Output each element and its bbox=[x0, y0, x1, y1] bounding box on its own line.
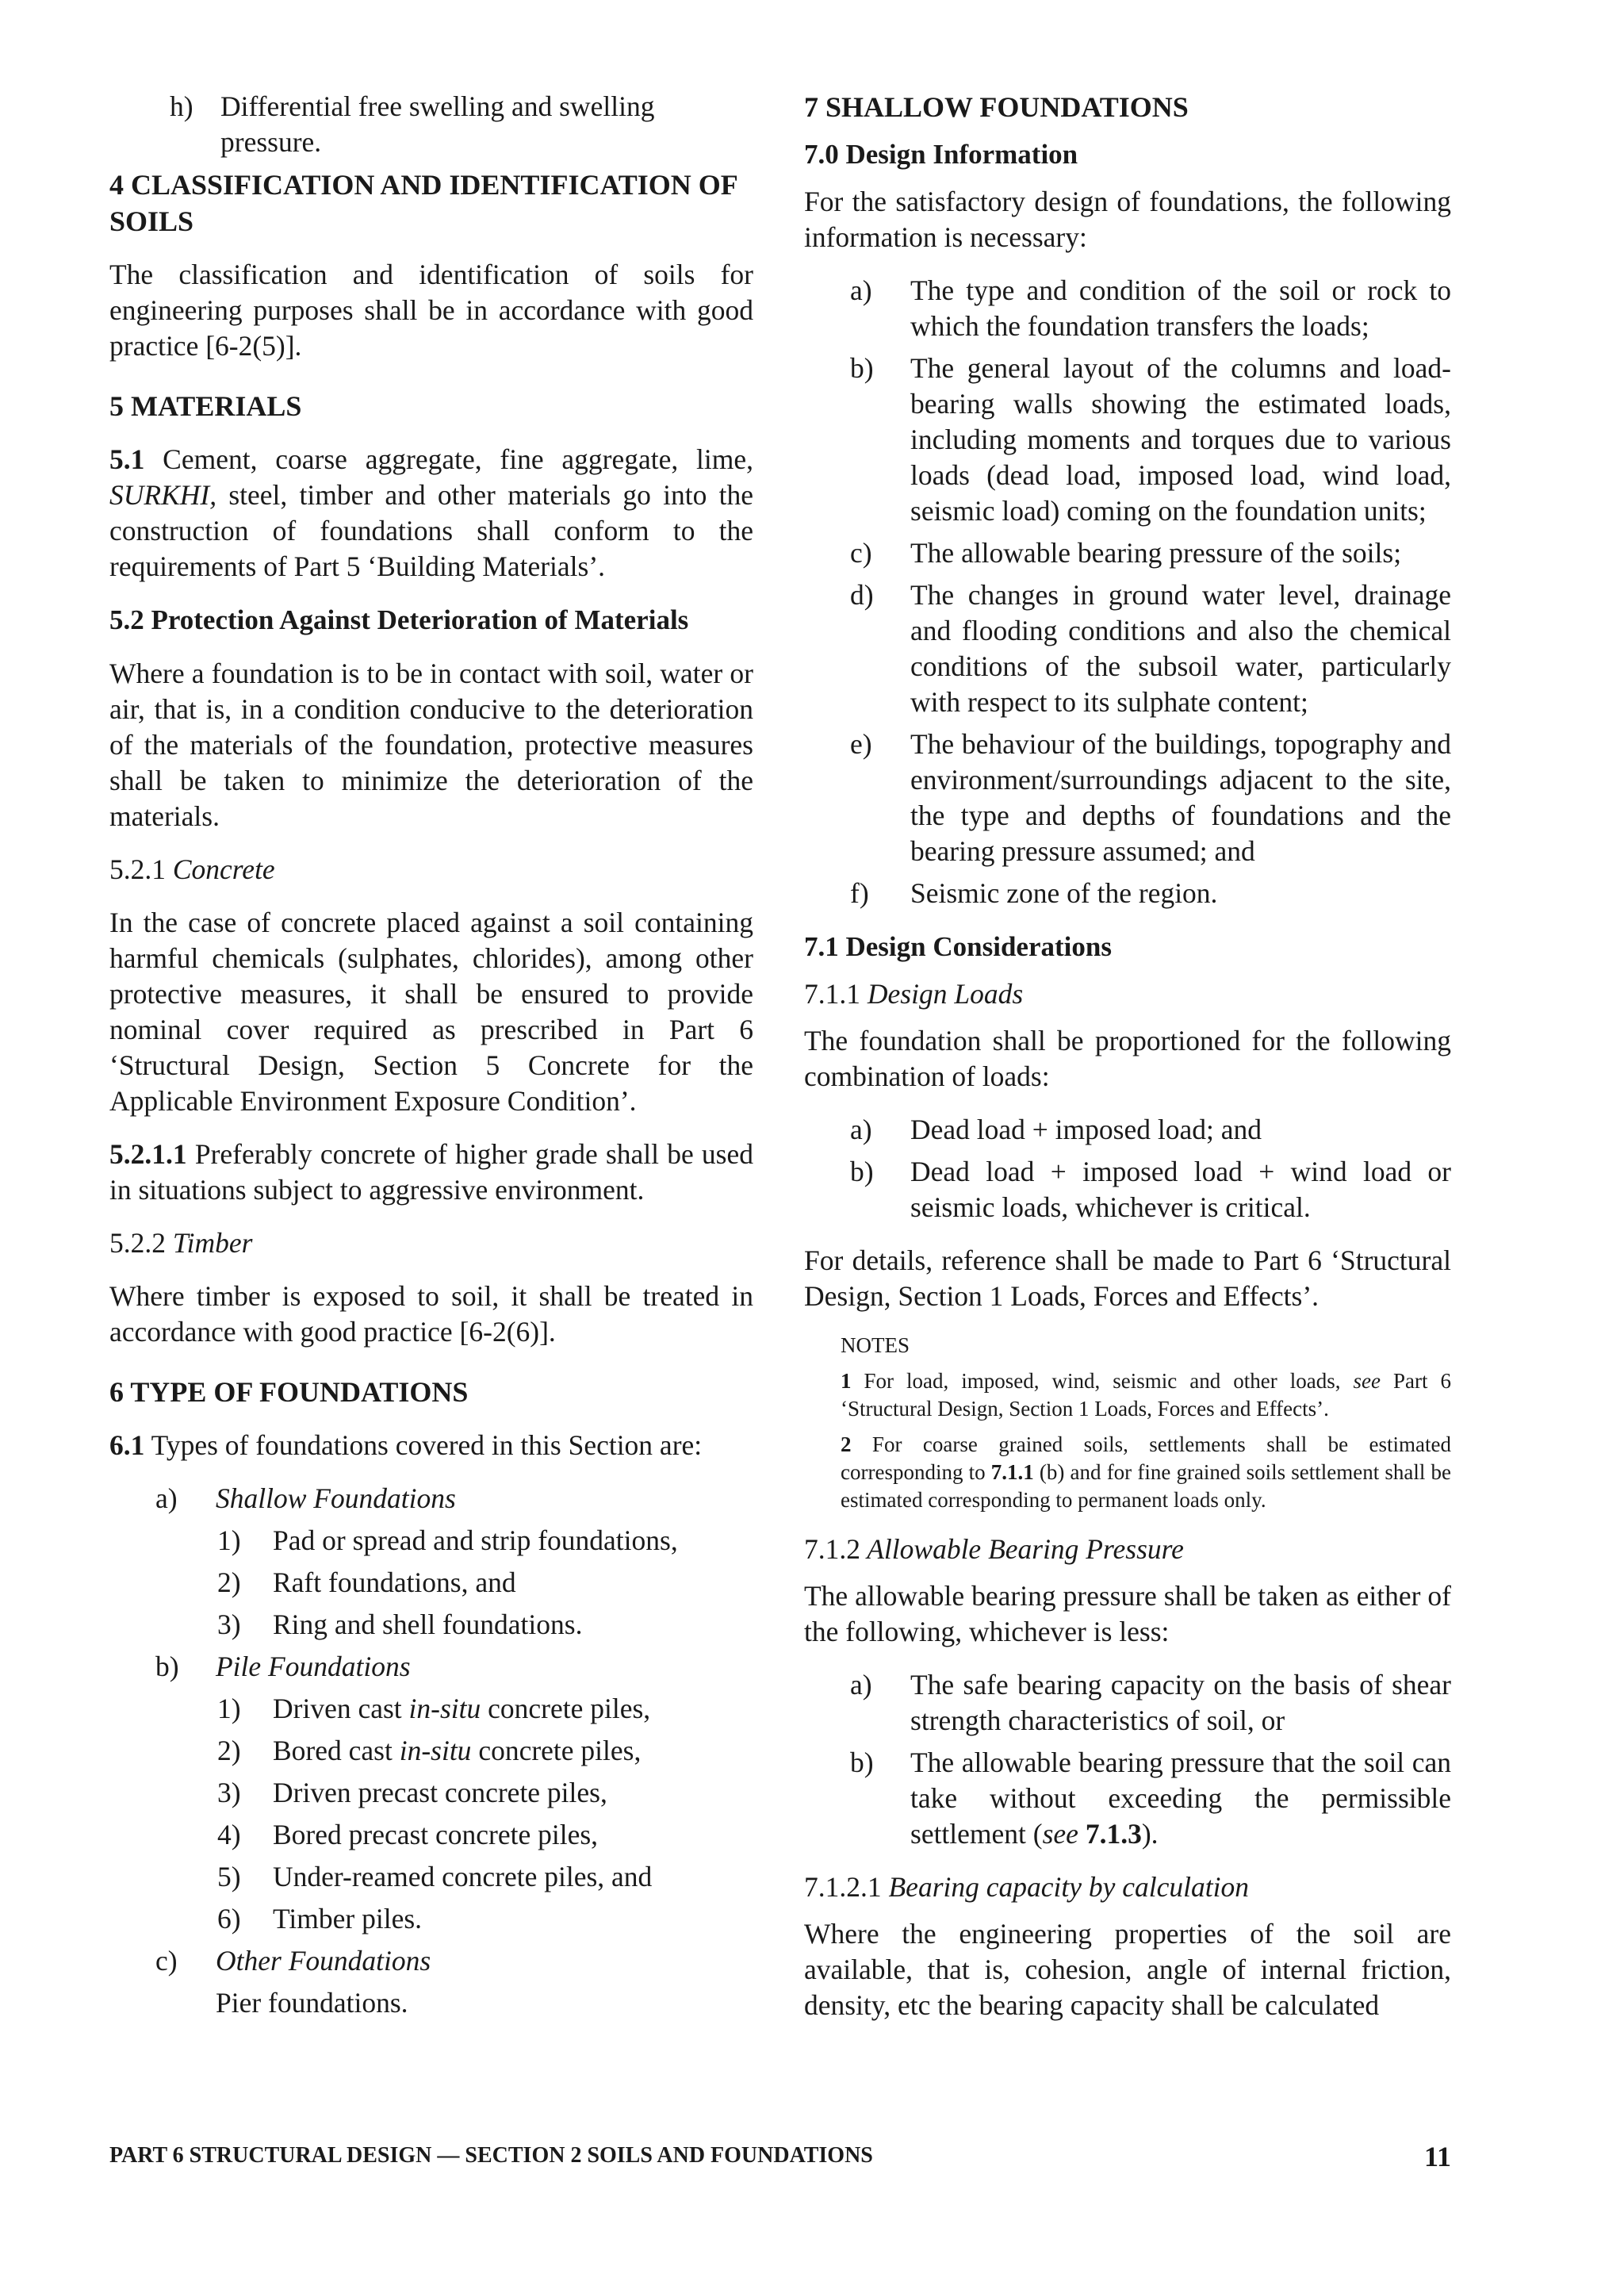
text-run: Types of foundations covered in this Section are: bbox=[144, 1429, 703, 1461]
clause-number: 7.1.2 bbox=[804, 1533, 860, 1565]
clause-5-2-2-heading bbox=[109, 1225, 753, 1261]
text-run-italic: see bbox=[1042, 1818, 1078, 1850]
running-title: PART 6 STRUCTURAL DESIGN — SECTION 2 SOILS AND FOUNDATIONS bbox=[109, 2143, 873, 2168]
list-marker: a) bbox=[850, 1669, 872, 1701]
list-marker: a) bbox=[155, 1482, 178, 1514]
list-marker: 2) bbox=[217, 1735, 241, 1766]
clause-title: Design Considerations bbox=[838, 931, 1112, 962]
bearing-pressure-list bbox=[804, 1667, 1451, 1852]
note-2 bbox=[841, 1431, 1451, 1514]
list-marker: a) bbox=[850, 274, 872, 306]
list-item-text: The allowable bearing pressure of the soils; bbox=[910, 537, 1402, 569]
note-number: 2 bbox=[841, 1432, 852, 1456]
right-column bbox=[804, 89, 1451, 2023]
list-item bbox=[804, 1745, 1451, 1852]
note-1 bbox=[841, 1367, 1451, 1423]
clause-number: 7.1.2.1 bbox=[804, 1871, 882, 1903]
clause-number: 7.1 bbox=[804, 931, 839, 962]
list-marker: d) bbox=[850, 579, 874, 611]
sub-item bbox=[109, 1733, 753, 1769]
clause-5-2-1-1-paragraph bbox=[109, 1137, 753, 1208]
sub-item bbox=[109, 1523, 753, 1559]
sub-item bbox=[109, 1859, 753, 1895]
clause-5-2-2-paragraph: Where timber is exposed to soil, it shall be treated in accordance with good practice [6-2(6)]. bbox=[109, 1280, 753, 1348]
list-marker: 5) bbox=[217, 1861, 241, 1892]
text-run: ). bbox=[1141, 1818, 1159, 1850]
list-item-text: Under-reamed concrete piles, and bbox=[273, 1861, 653, 1892]
clause-number: 5.2.1 bbox=[109, 853, 166, 885]
list-item-a bbox=[109, 1481, 753, 1517]
list-marker: 1) bbox=[217, 1693, 241, 1724]
list-item-text: Dead load + imposed load + wind load or seismic loads, whichever is critical. bbox=[910, 1156, 1451, 1223]
clause-number: 7.1.1 bbox=[804, 978, 860, 1010]
list-marker: 6) bbox=[217, 1903, 241, 1934]
list-marker: a) bbox=[850, 1114, 872, 1145]
list-item bbox=[804, 1154, 1451, 1225]
list-marker: 2) bbox=[217, 1566, 241, 1598]
list-item bbox=[804, 1112, 1451, 1148]
list-item-text: Differential free swelling and swelling pressure. bbox=[220, 90, 655, 158]
sub-item bbox=[109, 1565, 753, 1601]
text-run: concrete piles, bbox=[471, 1735, 642, 1766]
list-item-text: Bored precast concrete piles, bbox=[273, 1819, 599, 1850]
list-marker: 1) bbox=[217, 1524, 241, 1556]
details-paragraph: For details, reference shall be made to Part 6 ‘Structural Design, Section 1 Loads, Forces and Effects’. bbox=[804, 1244, 1451, 1312]
list-item-c-text bbox=[109, 1985, 753, 2021]
clause-7-0-paragraph: For the satisfactory design of foundations, the following information is necessary: bbox=[804, 186, 1451, 253]
list-item-c bbox=[109, 1943, 753, 1979]
clause-title: Timber bbox=[166, 1227, 253, 1259]
clause-reference: 7.1.3 bbox=[1078, 1818, 1142, 1850]
text-run: For load, imposed, wind, seismic and other loads, bbox=[851, 1369, 1354, 1393]
notes-title: NOTES bbox=[841, 1333, 910, 1357]
text-run: concrete piles, bbox=[481, 1693, 651, 1724]
text-run: Bored cast bbox=[273, 1735, 400, 1766]
clause-title: Protection Against Deterioration of Materials bbox=[144, 604, 689, 635]
section-6-heading: 6 TYPE OF FOUNDATIONS bbox=[109, 1376, 469, 1408]
list-item bbox=[804, 351, 1451, 529]
list-marker: c) bbox=[155, 1945, 178, 1977]
clause-number: 5.2 bbox=[109, 604, 144, 635]
sub-item bbox=[109, 1901, 753, 1937]
list-item-h bbox=[109, 89, 753, 160]
text-run: For coarse grained soils, settlements shall be estimated corresponding to bbox=[841, 1432, 1451, 1484]
list-item-title: Shallow Foundations bbox=[216, 1482, 456, 1514]
list-marker: 3) bbox=[217, 1777, 241, 1808]
list-item-text: Ring and shell foundations. bbox=[273, 1609, 583, 1640]
sub-item bbox=[109, 1775, 753, 1811]
list-item-text: The behaviour of the buildings, topography and environment/surroundings adjacent to the site, the type and depths of foundations and the bearing pressure assumed; and bbox=[910, 728, 1451, 867]
list-item-text: The type and condition of the soil or rock to which the foundation transfers the loads; bbox=[910, 274, 1451, 342]
section-4-paragraph: The classification and identification of soils for engineering purposes shall be in accordance with good practice [6-2(5)]. bbox=[109, 259, 753, 362]
text-run-italic: in-situ bbox=[408, 1693, 481, 1724]
load-combination-list bbox=[804, 1112, 1451, 1225]
section-4-heading: 4 CLASSIFICATION AND IDENTIFICATION OF SOILS bbox=[109, 169, 737, 237]
text-run: Preferably concrete of higher grade shall be used in situations subject to aggressive environment. bbox=[109, 1138, 753, 1206]
sub-item bbox=[109, 1817, 753, 1853]
clause-number: 5.2.1.1 bbox=[109, 1138, 187, 1170]
clause-title: Design Information bbox=[838, 139, 1078, 170]
clause-5-2-heading bbox=[109, 602, 753, 638]
list-item-text: Seismic zone of the region. bbox=[910, 877, 1218, 909]
clause-5-2-1-paragraph: In the case of concrete placed against a soil containing harmful chemicals (sulphates, chlorides), among other protective measures, it shall be ensured to provide nominal cover required as prescribed in Part 6 ‘Structural Design, Section 5 Concrete for the Applicable Environment Exposure Condition’. bbox=[109, 907, 753, 1117]
text-run: Driven cast bbox=[273, 1693, 409, 1724]
list-item-text: Raft foundations, and bbox=[273, 1566, 516, 1598]
page-footer bbox=[109, 2141, 1451, 2172]
clause-number: 5.1 bbox=[109, 443, 145, 475]
list-item-b bbox=[109, 1649, 753, 1685]
list-item bbox=[804, 535, 1451, 571]
section-7-heading: 7 SHALLOW FOUNDATIONS bbox=[804, 91, 1189, 123]
list-item-text: The safe bearing capacity on the basis of shear strength characteristics of soil, or bbox=[910, 1669, 1451, 1736]
list-marker: b) bbox=[850, 1747, 874, 1778]
left-column bbox=[109, 89, 753, 2027]
page-number: 11 bbox=[1423, 2141, 1451, 2172]
text-run-italic: in-situ bbox=[399, 1735, 472, 1766]
list-item-text: Driven precast concrete piles, bbox=[273, 1777, 607, 1808]
list-item-text: Dead load + imposed load; and bbox=[910, 1114, 1262, 1145]
list-marker: f) bbox=[850, 877, 869, 909]
foundation-types-list bbox=[109, 1481, 753, 2021]
list-marker: b) bbox=[850, 1156, 874, 1187]
clause-7-0-heading bbox=[804, 136, 1451, 173]
clause-title: Design Loads bbox=[860, 978, 1024, 1010]
clause-6-1-paragraph bbox=[109, 1428, 753, 1463]
clause-number: 6.1 bbox=[109, 1429, 145, 1461]
list-marker: 4) bbox=[217, 1819, 241, 1850]
list-item bbox=[804, 273, 1451, 344]
clause-7-1-2-1-paragraph: Where the engineering properties of the soil are available, that is, cohesion, angle of internal friction, density, etc the bearing capacity shall be calculated bbox=[804, 1918, 1451, 2021]
clause-number: 5.2.2 bbox=[109, 1227, 166, 1259]
list-item bbox=[804, 1667, 1451, 1739]
clause-7-1-1-heading bbox=[804, 976, 1451, 1012]
clause-5-2-paragraph: Where a foundation is to be in contact with soil, water or air, that is, in a condition conducive to the deterioration of the materials of the foundation, protective measures shall be taken to minimize the deterioration of the materials. bbox=[109, 658, 753, 832]
text-run: The allowable bearing pressure that the soil can take without exceeding the permissible settlement ( bbox=[910, 1747, 1451, 1850]
clause-7-1-1-paragraph: The foundation shall be proportioned for the following combination of loads: bbox=[804, 1025, 1451, 1092]
clause-number: 7.0 bbox=[804, 139, 839, 170]
clause-7-1-2-1-heading bbox=[804, 1869, 1451, 1905]
clause-7-1-2-paragraph: The allowable bearing pressure shall be taken as either of the following, whichever is less: bbox=[804, 1580, 1451, 1647]
clause-reference: 7.1.1 bbox=[990, 1460, 1034, 1484]
text-run: steel, timber and other materials go into the construction of foundations shall conform to the requirements of Part 5 ‘Building Materials’. bbox=[109, 479, 753, 582]
clause-title: Bearing capacity by calculation bbox=[881, 1871, 1249, 1903]
text-run: (b) and for fine grained soils settlement shall be estimated corresponding to permanent loads only. bbox=[841, 1460, 1451, 1512]
design-information-list bbox=[804, 273, 1451, 911]
text-run-italic: SURKHI, bbox=[109, 479, 217, 511]
list-item-title: Pile Foundations bbox=[216, 1651, 411, 1682]
list-marker: b) bbox=[155, 1651, 179, 1682]
list-item-text: Timber piles. bbox=[273, 1903, 423, 1934]
list-marker: e) bbox=[850, 728, 872, 760]
text-run: Part 6 ‘Structural Design, Section 1 Loads, Forces and Effects’. bbox=[841, 1369, 1451, 1421]
list-item-text: The changes in ground water level, drainage and flooding conditions and also the chemical conditions of the subsoil water, particularly with respect to its sulphate content; bbox=[910, 579, 1451, 718]
list-item bbox=[804, 727, 1451, 869]
list-item-text: Pad or spread and strip foundations, bbox=[273, 1524, 678, 1556]
list-item-title: Other Foundations bbox=[216, 1945, 431, 1977]
sub-item bbox=[109, 1607, 753, 1643]
list-marker: 3) bbox=[217, 1609, 241, 1640]
list-item bbox=[804, 876, 1451, 911]
list-item bbox=[804, 577, 1451, 720]
clause-title: Allowable Bearing Pressure bbox=[860, 1533, 1184, 1565]
note-number: 1 bbox=[841, 1369, 852, 1393]
clause-7-1-heading bbox=[804, 929, 1451, 965]
clause-5-1-paragraph bbox=[109, 442, 753, 585]
list-marker: b) bbox=[850, 352, 874, 384]
text-run-italic: see bbox=[1353, 1369, 1381, 1393]
clause-title: Concrete bbox=[166, 853, 275, 885]
text-run: Cement, coarse aggregate, fine aggregate, lime, bbox=[144, 443, 753, 475]
list-item-text: Pier foundations. bbox=[216, 1987, 408, 2019]
clause-7-1-2-heading bbox=[804, 1532, 1451, 1567]
section-5-heading: 5 MATERIALS bbox=[109, 390, 302, 422]
list-marker: c) bbox=[850, 537, 872, 569]
list-marker: h) bbox=[170, 90, 193, 122]
list-item-text: The general layout of the columns and load-bearing walls showing the estimated loads, including moments and torques due to various loads (dead load, imposed load, wind load, seismic load) coming on the foundation units; bbox=[910, 352, 1451, 527]
clause-5-2-1-heading bbox=[109, 852, 753, 888]
sub-item bbox=[109, 1691, 753, 1727]
notes-block bbox=[841, 1332, 1451, 1514]
